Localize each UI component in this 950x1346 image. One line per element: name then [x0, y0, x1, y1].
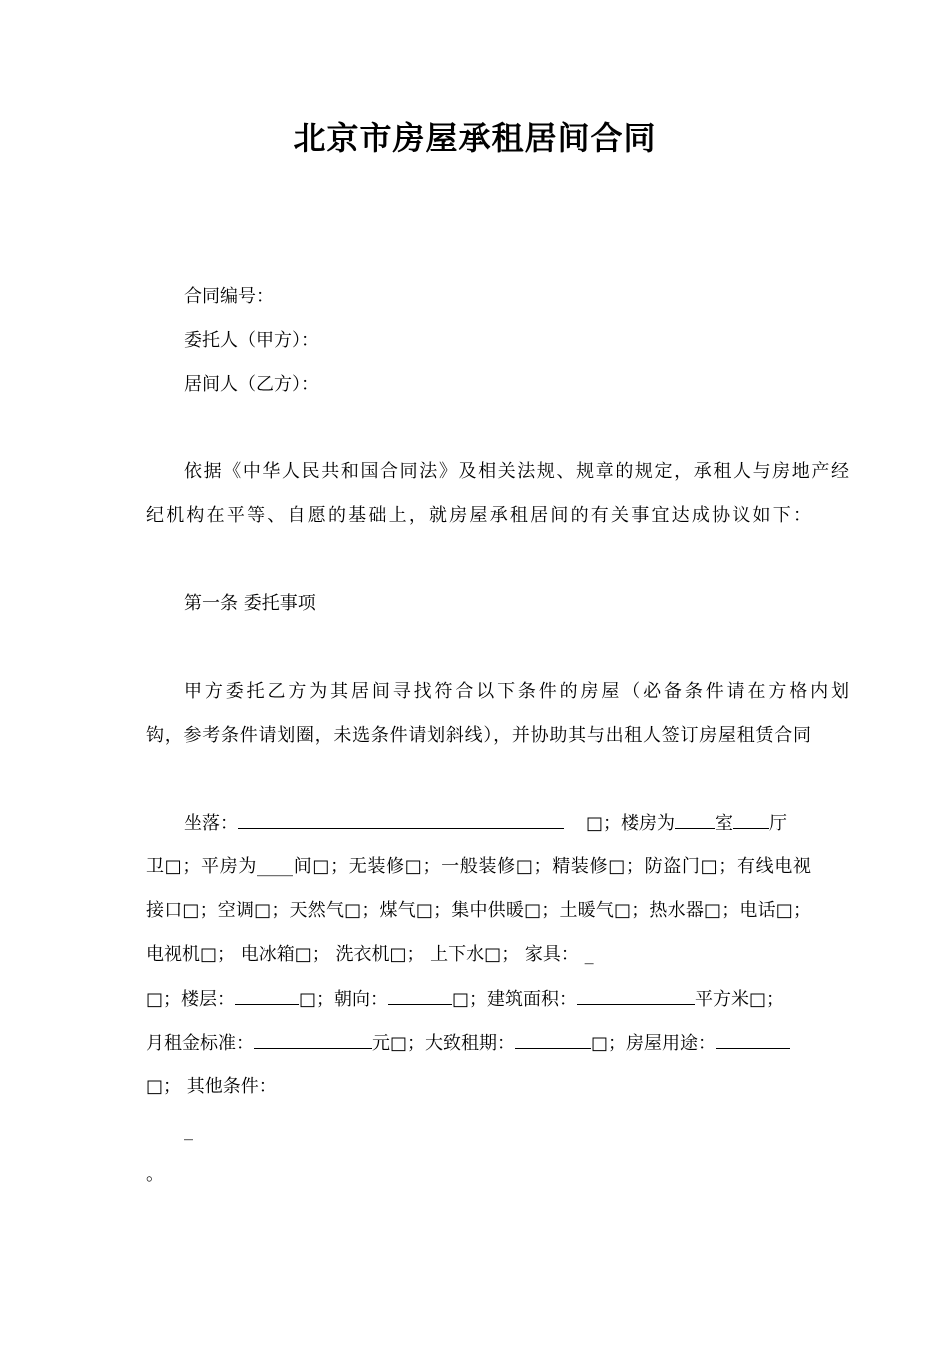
orientation-label: ；朝向： — [316, 989, 389, 1010]
floor-label: ；楼层： — [163, 989, 236, 1010]
other-conditions-label: ； 其他条件： — [163, 1076, 277, 1097]
lease-term-blank — [515, 1030, 591, 1049]
usage-label: ；房屋用途： — [608, 1033, 717, 1054]
contract-number-label: 合同编号： — [184, 286, 274, 307]
usage-blank — [716, 1030, 790, 1049]
rent-blank — [254, 1030, 372, 1049]
room-count-blank — [675, 810, 715, 829]
area-blank — [577, 986, 695, 1005]
hall-label: 厅 — [769, 813, 788, 834]
building-label: ；楼房为 — [603, 813, 676, 834]
article-1-desc-line-1: 甲方委托乙方为其居间寻找符合以下条件的房屋（必备条件请在方格内划 — [184, 681, 849, 702]
article-1-heading: 第一条 委托事项 — [184, 593, 316, 614]
orientation-checkbox: □ — [452, 989, 470, 1010]
rent-unit: 元□；大致租期： — [372, 1033, 516, 1054]
location-checkbox: □ — [586, 813, 604, 834]
area-label: ；建筑面积： — [469, 989, 578, 1010]
floor-blank — [235, 986, 299, 1005]
condition-line-3: 接口□；空调□；天然气□；煤气□；集中供暖□；土暖气□；热水器□；电话□； — [146, 900, 811, 921]
room-label: 室 — [715, 813, 734, 834]
broker-label: 居间人（乙方）： — [184, 374, 319, 395]
condition-line-5 — [146, 986, 811, 1013]
area-unit: 平方米□； — [695, 989, 785, 1010]
article-1-desc-line-2: 钩，参考条件请划圈，未选条件请划斜线），并协助其与出租人签订房屋租赁合同 — [146, 725, 811, 746]
floor-checkbox: □ — [299, 989, 317, 1010]
usage-checkbox: □ — [146, 1076, 164, 1097]
intro-line-2: 纪机构在平等、自愿的基础上，就房屋承租居间的有关事宜达成协议如下： — [146, 505, 811, 526]
rent-label: 月租金标准： — [146, 1033, 254, 1054]
lease-term-checkbox: □ — [591, 1033, 609, 1054]
condition-line-7 — [146, 1074, 811, 1100]
condition-line-2: 卫□；平房为____间□；无装修□；一般装修□；精装修□；防盗门□；有线电视 — [146, 856, 811, 877]
furniture-checkbox: □ — [146, 989, 164, 1010]
other-conditions-blank: _ — [184, 1120, 193, 1141]
location-blank — [238, 810, 564, 829]
orientation-blank — [388, 986, 452, 1005]
condition-line-6 — [146, 1030, 811, 1057]
hall-count-blank — [733, 810, 769, 829]
document-title: 北京市房屋承租居间合同 — [293, 119, 657, 157]
end-mark: 。 — [146, 1164, 164, 1185]
location-label: 坐落： — [184, 813, 238, 834]
intro-line-1: 依据《中华人民共和国合同法》及相关法规、规章的规定，承租人与房地产经 — [184, 461, 849, 482]
condition-line-1 — [146, 810, 849, 837]
client-label: 委托人（甲方）： — [184, 330, 319, 351]
condition-line-4: 电视机□； 电冰箱□； 洗衣机□； 上下水□； 家具： _ — [146, 944, 594, 965]
